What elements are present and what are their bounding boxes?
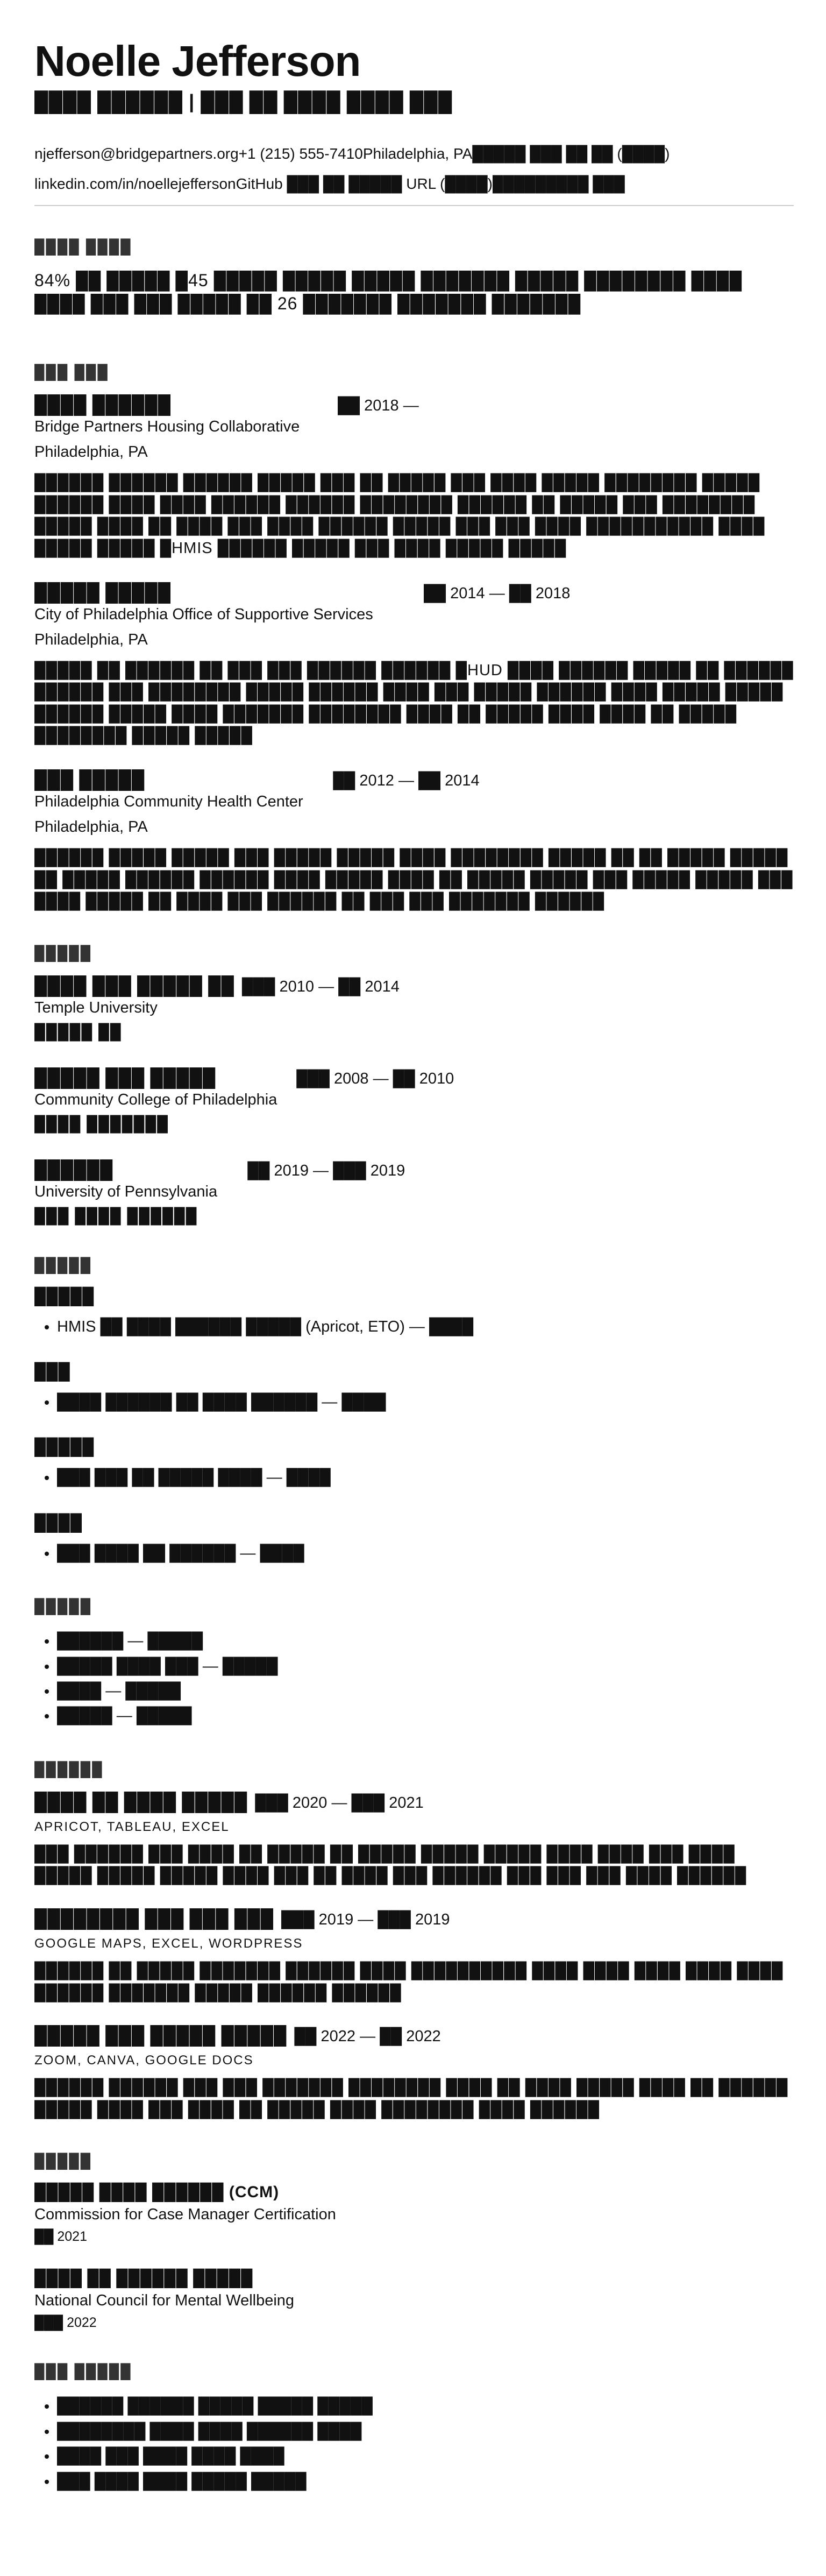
certification-name: ████ ██ ██████ █████ — [34, 2269, 253, 2288]
languages-heading: █████ — [34, 1598, 92, 1615]
degree-title: ████ ███ █████ ██ — [34, 975, 234, 995]
job-organization: Bridge Partners Housing Collaborative — [34, 418, 300, 436]
experience-entry-head — [34, 394, 794, 415]
education-entry — [34, 1067, 794, 1133]
education-heading: █████ — [34, 944, 92, 961]
project-dates: ███ 2020 — ███ 2021 — [255, 1794, 424, 1811]
education-dates: ██ 2019 — ███ 2019 — [247, 1162, 405, 1179]
education-entry-head — [34, 1159, 794, 1180]
skill-item: • ███ ███ ██ █████ ████ — ████ — [57, 1465, 794, 1490]
certification-date: ██ 2021 — [34, 2229, 87, 2245]
job-title: ███ █████ — [34, 769, 145, 789]
experience-entry-head — [34, 582, 794, 603]
skill-list — [34, 1314, 794, 1339]
summary-text: 84% ██ █████ █45 █████ █████ █████ ███████ █████ ████████ ████ ████ ███ ███ █████ ██ 26 ███████ ███████ ███████ — [34, 270, 743, 313]
job-description: █████ ██ ██████ ██ ███ ███ ██████ ██████ █HUD ████ ██████ █████ ██ ██████ ██████ ███ ████████ █████ ██████ ████ ███ █████ ██████ ████ █████ █████ ██████ █████ ████ ███████ ████████ ████ ██ █████ ████ ████ ██ █████ ████████ █████ █████ — [34, 661, 794, 745]
project-dates: ██ 2022 — ██ 2022 — [294, 2028, 441, 2046]
skill-item: • ███ ████ ██ ██████ — ████ — [57, 1541, 794, 1566]
skill-list — [34, 1390, 794, 1414]
project-entry-head — [34, 1908, 794, 1929]
field-of-study: ████ ███████ — [34, 1115, 169, 1132]
job-description: ██████ █████ █████ ███ █████ █████ ████ ████████ █████ ██ ██ █████ █████ ██ █████ ██████ ██████ ████ █████ ████ ██ █████ █████ ███ █████ █████ ███ ████ █████ ██ ████ ███ ██████ ██ ███ ███ ███████ ██████ — [34, 848, 793, 910]
project-description: ███ ██████ ███ ████ ██ █████ ██ █████ █████ █████ ████ ████ ███ ████ █████ █████ █████ ████ ███ ██ ████ ███ ██████ ███ ███ ███ ████ ██████ — [34, 1845, 747, 1885]
job-organization: Philadelphia Community Health Center — [34, 792, 303, 810]
skill-item: • ████ ██████ ██ ████ ██████ — ████ — [57, 1390, 794, 1414]
activity-item: • ███ ████ ████ █████ █████ — [57, 2469, 794, 2494]
education-dates: ███ 2010 — ██ 2014 — [241, 978, 400, 995]
certification-issuer: Commission for Case Manager Certification — [34, 2206, 336, 2224]
activities-heading: ███ █████ — [34, 2363, 132, 2380]
activity-list — [34, 2394, 794, 2494]
certifications-heading: █████ — [34, 2153, 92, 2169]
school-name: Community College of Philadelphia — [34, 1091, 277, 1108]
activity-item: • ████ ███ ████ ████ ████ — [57, 2444, 794, 2468]
certification-issuer: National Council for Mental Wellbeing — [34, 2292, 295, 2310]
project-entry-head — [34, 1792, 794, 1812]
education-dates: ███ 2008 — ██ 2010 — [296, 1070, 454, 1087]
skill-group — [34, 1287, 794, 1339]
field-of-study: █████ ██ — [34, 1023, 122, 1040]
project-description: ██████ ██ █████ ███████ ██████ ████ ██████████ ████ ████ ████ ████ ████ ██████ ███████ █████ ██████ ██████ — [34, 1962, 784, 2001]
education-entry-head — [34, 1067, 794, 1088]
project-entry-head — [34, 2025, 794, 2046]
skill-group — [34, 1438, 794, 1490]
job-dates: ██ 2014 — ██ 2018 — [423, 584, 571, 602]
candidate-subtitle: ████ ██████ | ███ ██ ████ ████ ███ — [34, 90, 453, 112]
project-entry — [34, 2025, 794, 2120]
project-entry — [34, 1792, 794, 1887]
project-tech: ZOOM, CANVA, GOOGLE DOCS — [34, 2053, 254, 2068]
summary-heading: ████ ████ — [34, 238, 132, 254]
certification-date: ███ 2022 — [34, 2315, 97, 2331]
skill-group — [34, 1514, 794, 1566]
certification-name: █████ ████ ██████ (CCM) — [34, 2183, 280, 2202]
experience-entry — [34, 394, 794, 559]
experience-entry — [34, 769, 794, 912]
job-organization: City of Philadelphia Office of Supportive Services — [34, 605, 373, 623]
candidate-name: Noelle Jefferson — [34, 37, 361, 85]
project-dates: ███ 2019 — ███ 2019 — [281, 1911, 450, 1928]
language-item: • ██████ — █████ — [57, 1629, 794, 1653]
degree-title: █████ ███ █████ — [34, 1067, 216, 1087]
contact-line-links[interactable]: linkedin.com/in/noellejeffersonGitHub ███ ██ █████ URL (████)█████████ ███ — [34, 175, 625, 193]
project-name: █████ ███ █████ █████ — [34, 2025, 287, 2046]
language-list — [34, 1629, 794, 1729]
job-location: Philadelphia, PA — [34, 631, 148, 648]
project-tech: GOOGLE MAPS, EXCEL, WORDPRESS — [34, 1936, 303, 1951]
degree-title: ██████ — [34, 1159, 113, 1179]
job-title: ████ ██████ — [34, 394, 171, 415]
language-item: • █████ ████ ███ — █████ — [57, 1654, 794, 1679]
skill-item: • HMIS ██ ████ ██████ █████ (Apricot, ETO) — ████ — [57, 1314, 794, 1339]
skill-category: ████ — [34, 1513, 83, 1532]
certification-entry — [34, 2269, 794, 2331]
experience-entry — [34, 582, 794, 747]
education-entry — [34, 975, 794, 1041]
education-entry — [34, 1159, 794, 1225]
job-description: ██████ ██████ ██████ █████ ███ ██ █████ ███ ████ █████ ████████ █████ ██████ ████ ████ ██████ ██████ ████████ ██████ ██ █████ ███ ████████ █████ ████ ██ ████ ███ ████ ██████ █████ ███ ███ ████ ███████████ ████ █████ █████ █HMIS ██████ █████ ███ ████ █████ █████ — [34, 474, 765, 557]
skill-category: █████ — [34, 1287, 95, 1305]
project-entry — [34, 1908, 794, 2004]
skill-list — [34, 1541, 794, 1566]
field-of-study: ███ ████ ██████ — [34, 1207, 198, 1224]
activity-item: • ██████ ██████ █████ █████ █████ — [57, 2394, 794, 2418]
language-item: • █████ — █████ — [57, 1703, 794, 1728]
header-divider — [34, 205, 794, 206]
contact-line-primary: njefferson@bridgepartners.org+1 (215) 555-7410Philadelphia, PA█████ ███ ██ ██ (████) — [34, 145, 670, 162]
language-item: • ████ — █████ — [57, 1679, 794, 1703]
skill-category: ███ — [34, 1363, 70, 1381]
skill-list — [34, 1465, 794, 1490]
experience-heading: ███ ███ — [34, 364, 109, 380]
project-tech: APRICOT, TABLEAU, EXCEL — [34, 1819, 230, 1834]
job-dates: ██ 2012 — ██ 2014 — [333, 772, 480, 789]
activity-item: • ████████ ████ ████ ██████ ████ — [57, 2419, 794, 2444]
skills-heading: █████ — [34, 1256, 92, 1273]
job-location: Philadelphia, PA — [34, 818, 148, 836]
job-title: █████ █████ — [34, 582, 171, 602]
project-name: ████████ ███ ███ ███ — [34, 1908, 274, 1928]
certification-entry — [34, 2183, 794, 2245]
job-dates: ██ 2018 — — [337, 397, 419, 415]
projects-heading: ██████ — [34, 1760, 104, 1777]
job-location: Philadelphia, PA — [34, 443, 148, 461]
school-name: Temple University — [34, 999, 158, 1016]
experience-entry-head — [34, 769, 794, 790]
school-name: University of Pennsylvania — [34, 1183, 218, 1200]
project-name: ████ ██ ████ █████ — [34, 1791, 248, 1811]
project-description: ██████ ██████ ███ ███ ███████ ████████ ████ ██ ████ █████ ████ ██ ██████ █████ ████ ███ ████ ██ █████ ████ ████████ ████ ██████ — [34, 2079, 788, 2118]
skill-group — [34, 1363, 794, 1414]
education-entry-head — [34, 975, 794, 996]
skill-category: █████ — [34, 1438, 95, 1456]
